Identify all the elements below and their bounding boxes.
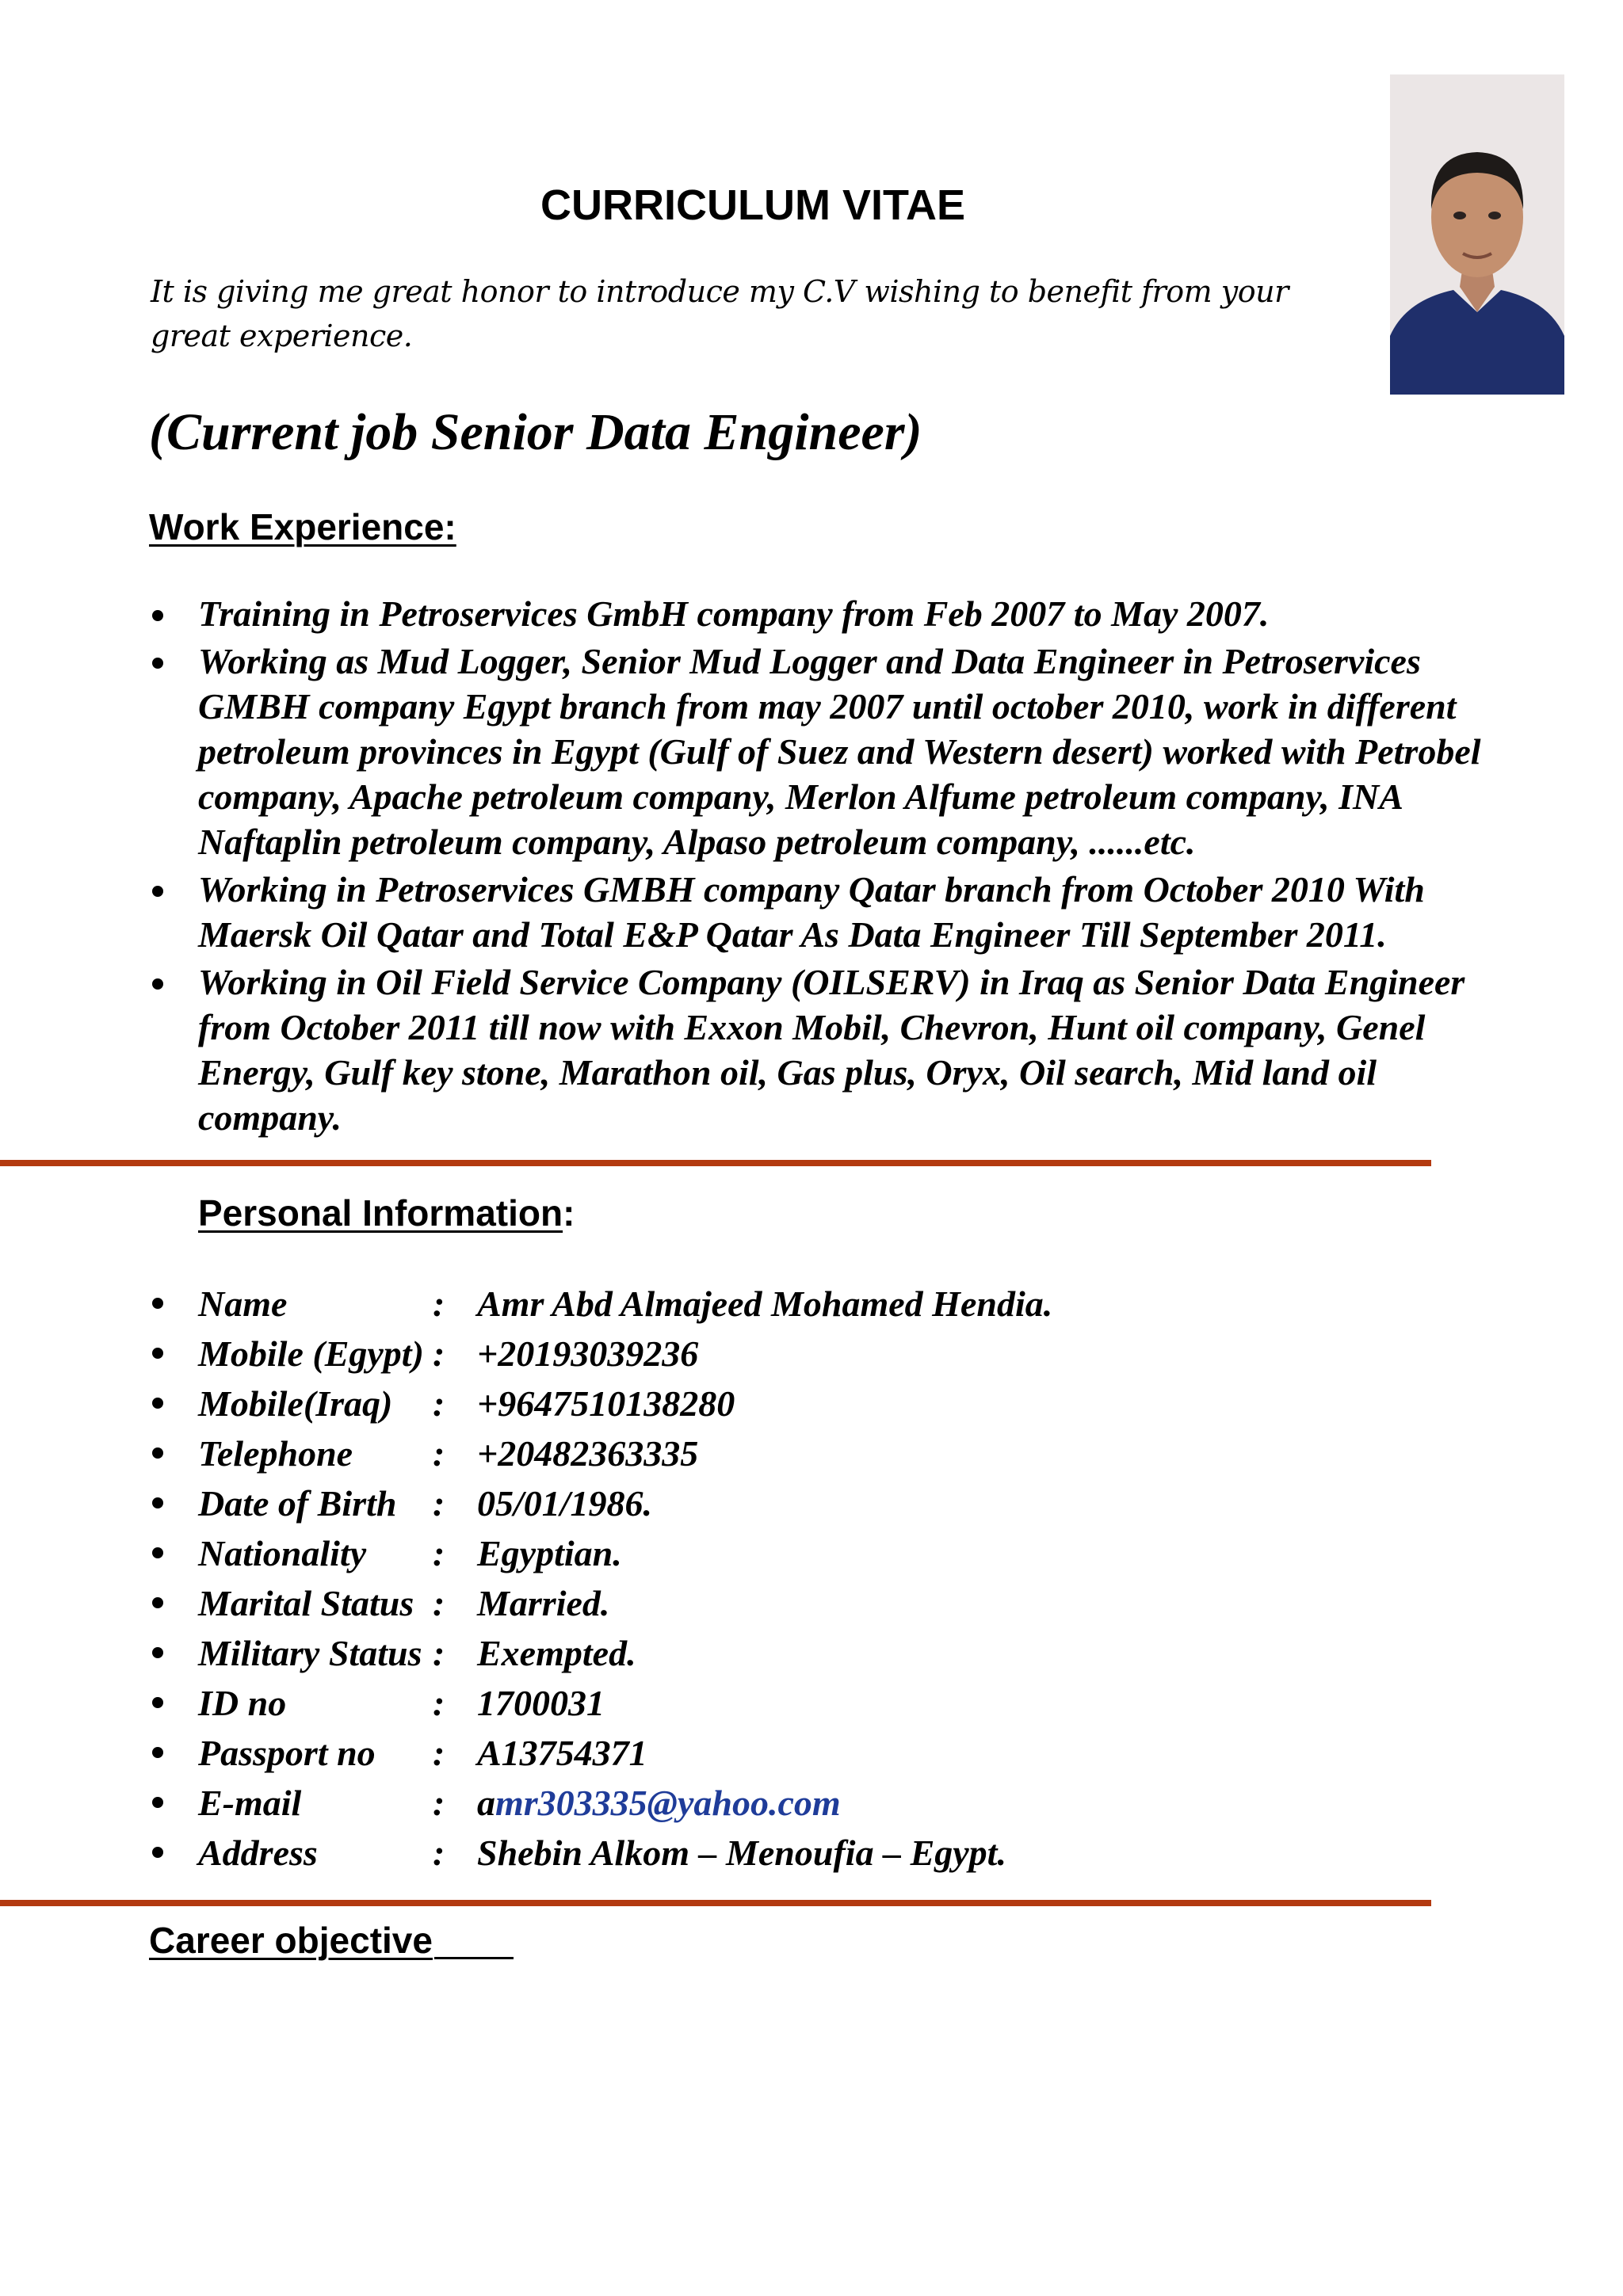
field-separator: : [433, 1783, 445, 1823]
career-objective-heading-text: Career objective [149, 1920, 433, 1961]
work-experience-item: Working in Oil Field Service Company (OILSERV) in Iraq as Senior Data Engineer from October 2011 till now with Exxon Mobil, Chevron, Hunt oil company, Genel Energy, Gulf key stone, Marathon oil, Gas plus, Oryx, Oil search, Mid land oil company. [143, 959, 1522, 1140]
field-value: A13754371 [477, 1733, 647, 1773]
field-value: Amr Abd Almajeed Mohamed Hendia. [477, 1283, 1053, 1324]
field-label: Nationality [198, 1533, 367, 1573]
email-prefix: a [477, 1783, 495, 1823]
personal-field-military-status [143, 1628, 1331, 1678]
field-label: Telephone [198, 1433, 353, 1474]
field-value: Married. [477, 1583, 610, 1623]
career-objective-underline [434, 1957, 514, 1959]
field-value: Shebin Alkom – Menoufia – Egypt. [477, 1833, 1006, 1873]
field-separator: : [433, 1483, 445, 1524]
field-value: 1700031 [477, 1683, 605, 1723]
field-value: +20193039236 [477, 1333, 699, 1374]
work-experience-item: Working as Mud Logger, Senior Mud Logger and Data Engineer in Petroservices GMBH company Egypt branch from may 2007 until october 2010, work in different petroleum provinces in Egypt (Gulf of Suez and Western desert) worked with Petrobel company, Apache petroleum company, Merlon Alfume petroleum company, INA Naftaplin petroleum company, Alpaso petroleum company, ......etc. [143, 639, 1522, 864]
personal-field-email [143, 1778, 1331, 1828]
field-separator: : [433, 1283, 445, 1324]
field-label: Military Status [198, 1633, 422, 1673]
personal-information-heading-text: Personal Information [198, 1192, 563, 1234]
work-experience-heading-text: Work Experience: [149, 506, 456, 547]
personal-field-marital-status [143, 1578, 1331, 1628]
field-label: Name [198, 1283, 288, 1324]
personal-field-telephone [143, 1428, 1331, 1478]
personal-information-list [143, 1279, 1331, 1878]
field-separator: : [433, 1383, 445, 1424]
field-separator: : [433, 1683, 445, 1723]
field-separator: : [433, 1833, 445, 1873]
field-label: Passport no [198, 1733, 376, 1773]
document-title: CURRICULUM VITAE [540, 181, 965, 229]
field-value: Exempted. [477, 1633, 636, 1673]
field-label: ID no [198, 1683, 287, 1723]
work-experience-item: Training in Petroservices GmbH company from Feb 2007 to May 2007. [143, 591, 1522, 636]
personal-field-date-of-birth [143, 1478, 1331, 1528]
field-separator: : [433, 1433, 445, 1474]
personal-field-address [143, 1828, 1331, 1878]
work-experience-list [143, 591, 1522, 1142]
personal-information-heading-colon: : [563, 1192, 575, 1234]
field-value: Egyptian. [477, 1533, 622, 1573]
work-experience-item: Working in Petroservices GMBH company Qatar branch from October 2010 With Maersk Oil Qatar and Total E&P Qatar As Data Engineer Till September 2011. [143, 867, 1522, 957]
personal-field-mobile-egypt [143, 1329, 1331, 1379]
field-label: E-mail [198, 1783, 302, 1823]
field-label: Mobile(Iraq) [198, 1383, 393, 1424]
personal-field-mobile-iraq [143, 1379, 1331, 1428]
personal-information-heading [198, 1192, 575, 1234]
profile-photo-portrait [1390, 74, 1564, 395]
field-separator: : [433, 1733, 445, 1773]
field-label: Address [198, 1833, 318, 1873]
current-job-heading: (Current job Senior Data Engineer) [149, 403, 922, 461]
email-link[interactable]: mr303335@yahoo.com [495, 1783, 841, 1823]
personal-field-id-no [143, 1678, 1331, 1728]
work-experience-heading [149, 505, 456, 548]
field-value: +9647510138280 [477, 1383, 735, 1424]
field-label: Marital Status [198, 1583, 414, 1623]
field-value: +20482363335 [477, 1433, 699, 1474]
profile-photo [1390, 74, 1564, 395]
field-label: Mobile (Egypt) [198, 1333, 424, 1374]
personal-field-passport-no [143, 1728, 1331, 1778]
section-divider [0, 1160, 1431, 1166]
field-separator: : [433, 1583, 445, 1623]
career-objective-heading [149, 1919, 514, 1962]
field-separator: : [433, 1533, 445, 1573]
personal-field-nationality [143, 1528, 1331, 1578]
field-value: 05/01/1986. [477, 1483, 653, 1524]
personal-field-name [143, 1279, 1331, 1329]
field-separator: : [433, 1633, 445, 1673]
field-label: Date of Birth [198, 1483, 397, 1524]
intro-text: It is giving me great honor to introduce my C.V wishing to benefit from your great experience. [151, 274, 1289, 353]
section-divider [0, 1900, 1431, 1906]
field-separator: : [433, 1333, 445, 1374]
